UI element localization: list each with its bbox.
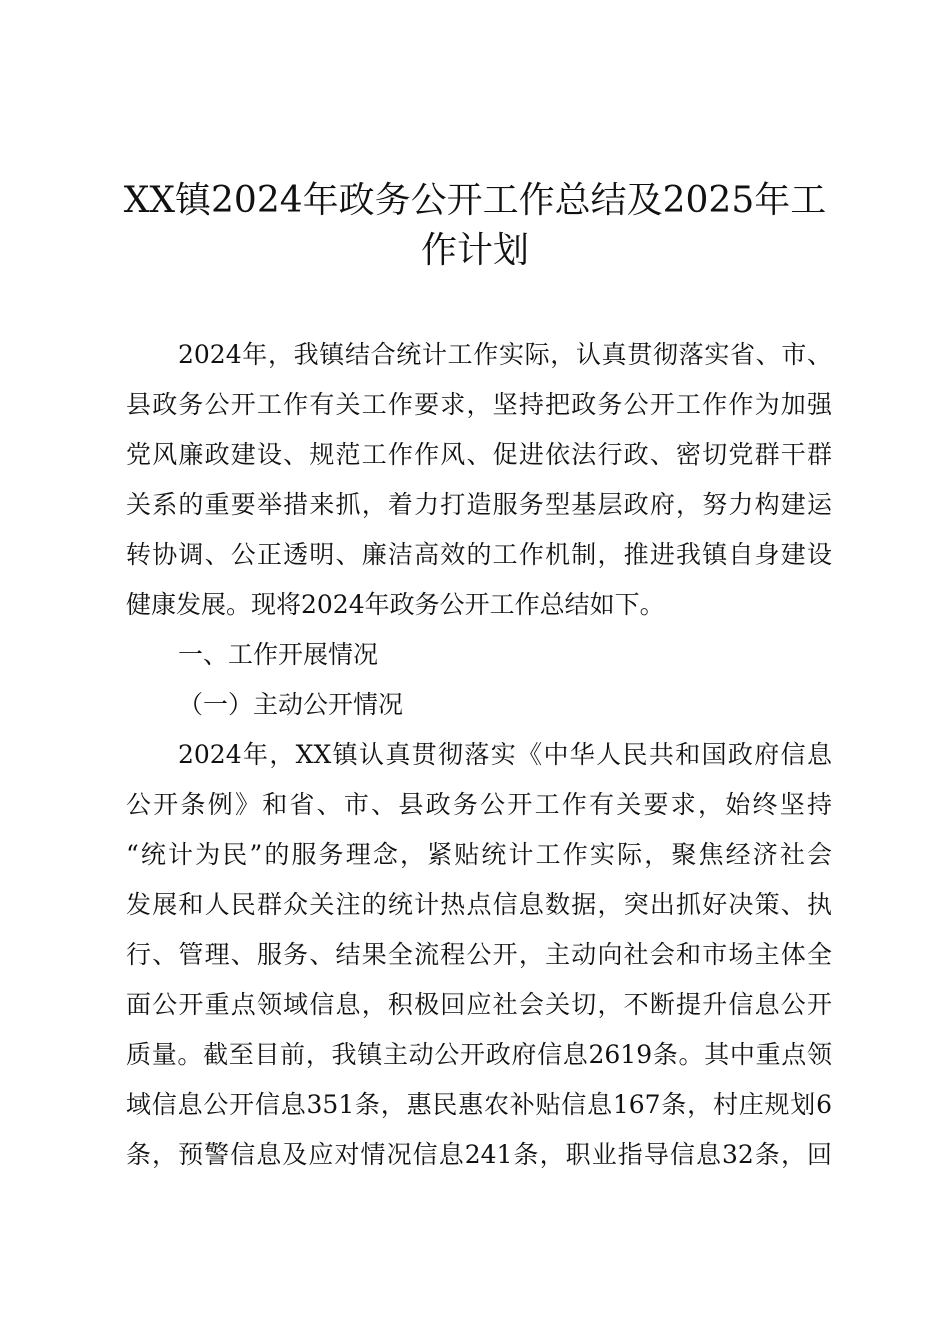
document-body — [126, 330, 832, 1180]
paragraph-line: 行、管理、服务、结果全流程公开，主动向社会和市场主体全 — [126, 940, 832, 969]
subsection-heading: （一）主动公开情况 — [178, 690, 404, 719]
paragraph-line: 2024年，XX镇认真贯彻落实《中华人民共和国政府信息 — [178, 740, 832, 769]
section-heading: 一、工作开展情况 — [178, 640, 379, 669]
title-line-1: XX镇2024年政务公开工作总结及2025年工 — [123, 180, 827, 221]
paragraph-line: 县政务公开工作有关工作要求，坚持把政务公开工作作为加强 — [126, 390, 832, 419]
paragraph-line: 公开条例》和省、市、县政务公开工作有关要求，始终坚持 — [126, 790, 832, 819]
paragraph-line: 2024年，我镇结合统计工作实际，认真贯彻落实省、市、 — [178, 340, 832, 369]
paragraph-line: 健康发展。现将2024年政务公开工作总结如下。 — [126, 590, 665, 619]
intro-paragraph — [126, 330, 832, 630]
paragraph-line: 面公开重点领域信息，积极回应社会关切，不断提升信息公开 — [126, 990, 832, 1019]
paragraph-line: 转协调、公正透明、廉洁高效的工作机制，推进我镇自身建设 — [126, 540, 832, 569]
paragraph-line: 关系的重要举措来抓，着力打造服务型基层政府，努力构建运 — [126, 490, 832, 519]
paragraph-line: 域信息公开信息351条，惠民惠农补贴信息167条，村庄规划6 — [126, 1090, 832, 1119]
document-title — [120, 176, 830, 276]
paragraph-line: 发展和人民群众关注的统计热点信息数据，突出抓好决策、执 — [126, 890, 832, 919]
paragraph-line: 条，预警信息及应对情况信息241条，职业指导信息32条，回 — [126, 1140, 832, 1169]
paragraph-line: 党风廉政建设、规范工作作风、促进依法行政、密切党群干群 — [126, 440, 832, 469]
active-disclosure-paragraph — [126, 730, 832, 1180]
paragraph-line: “统计为民”的服务理念，紧贴统计工作实际，聚焦经济社会 — [126, 840, 832, 869]
paragraph-line: 质量。截至目前，我镇主动公开政府信息2619条。其中重点领 — [126, 1040, 832, 1069]
title-line-2: 作计划 — [420, 230, 529, 271]
